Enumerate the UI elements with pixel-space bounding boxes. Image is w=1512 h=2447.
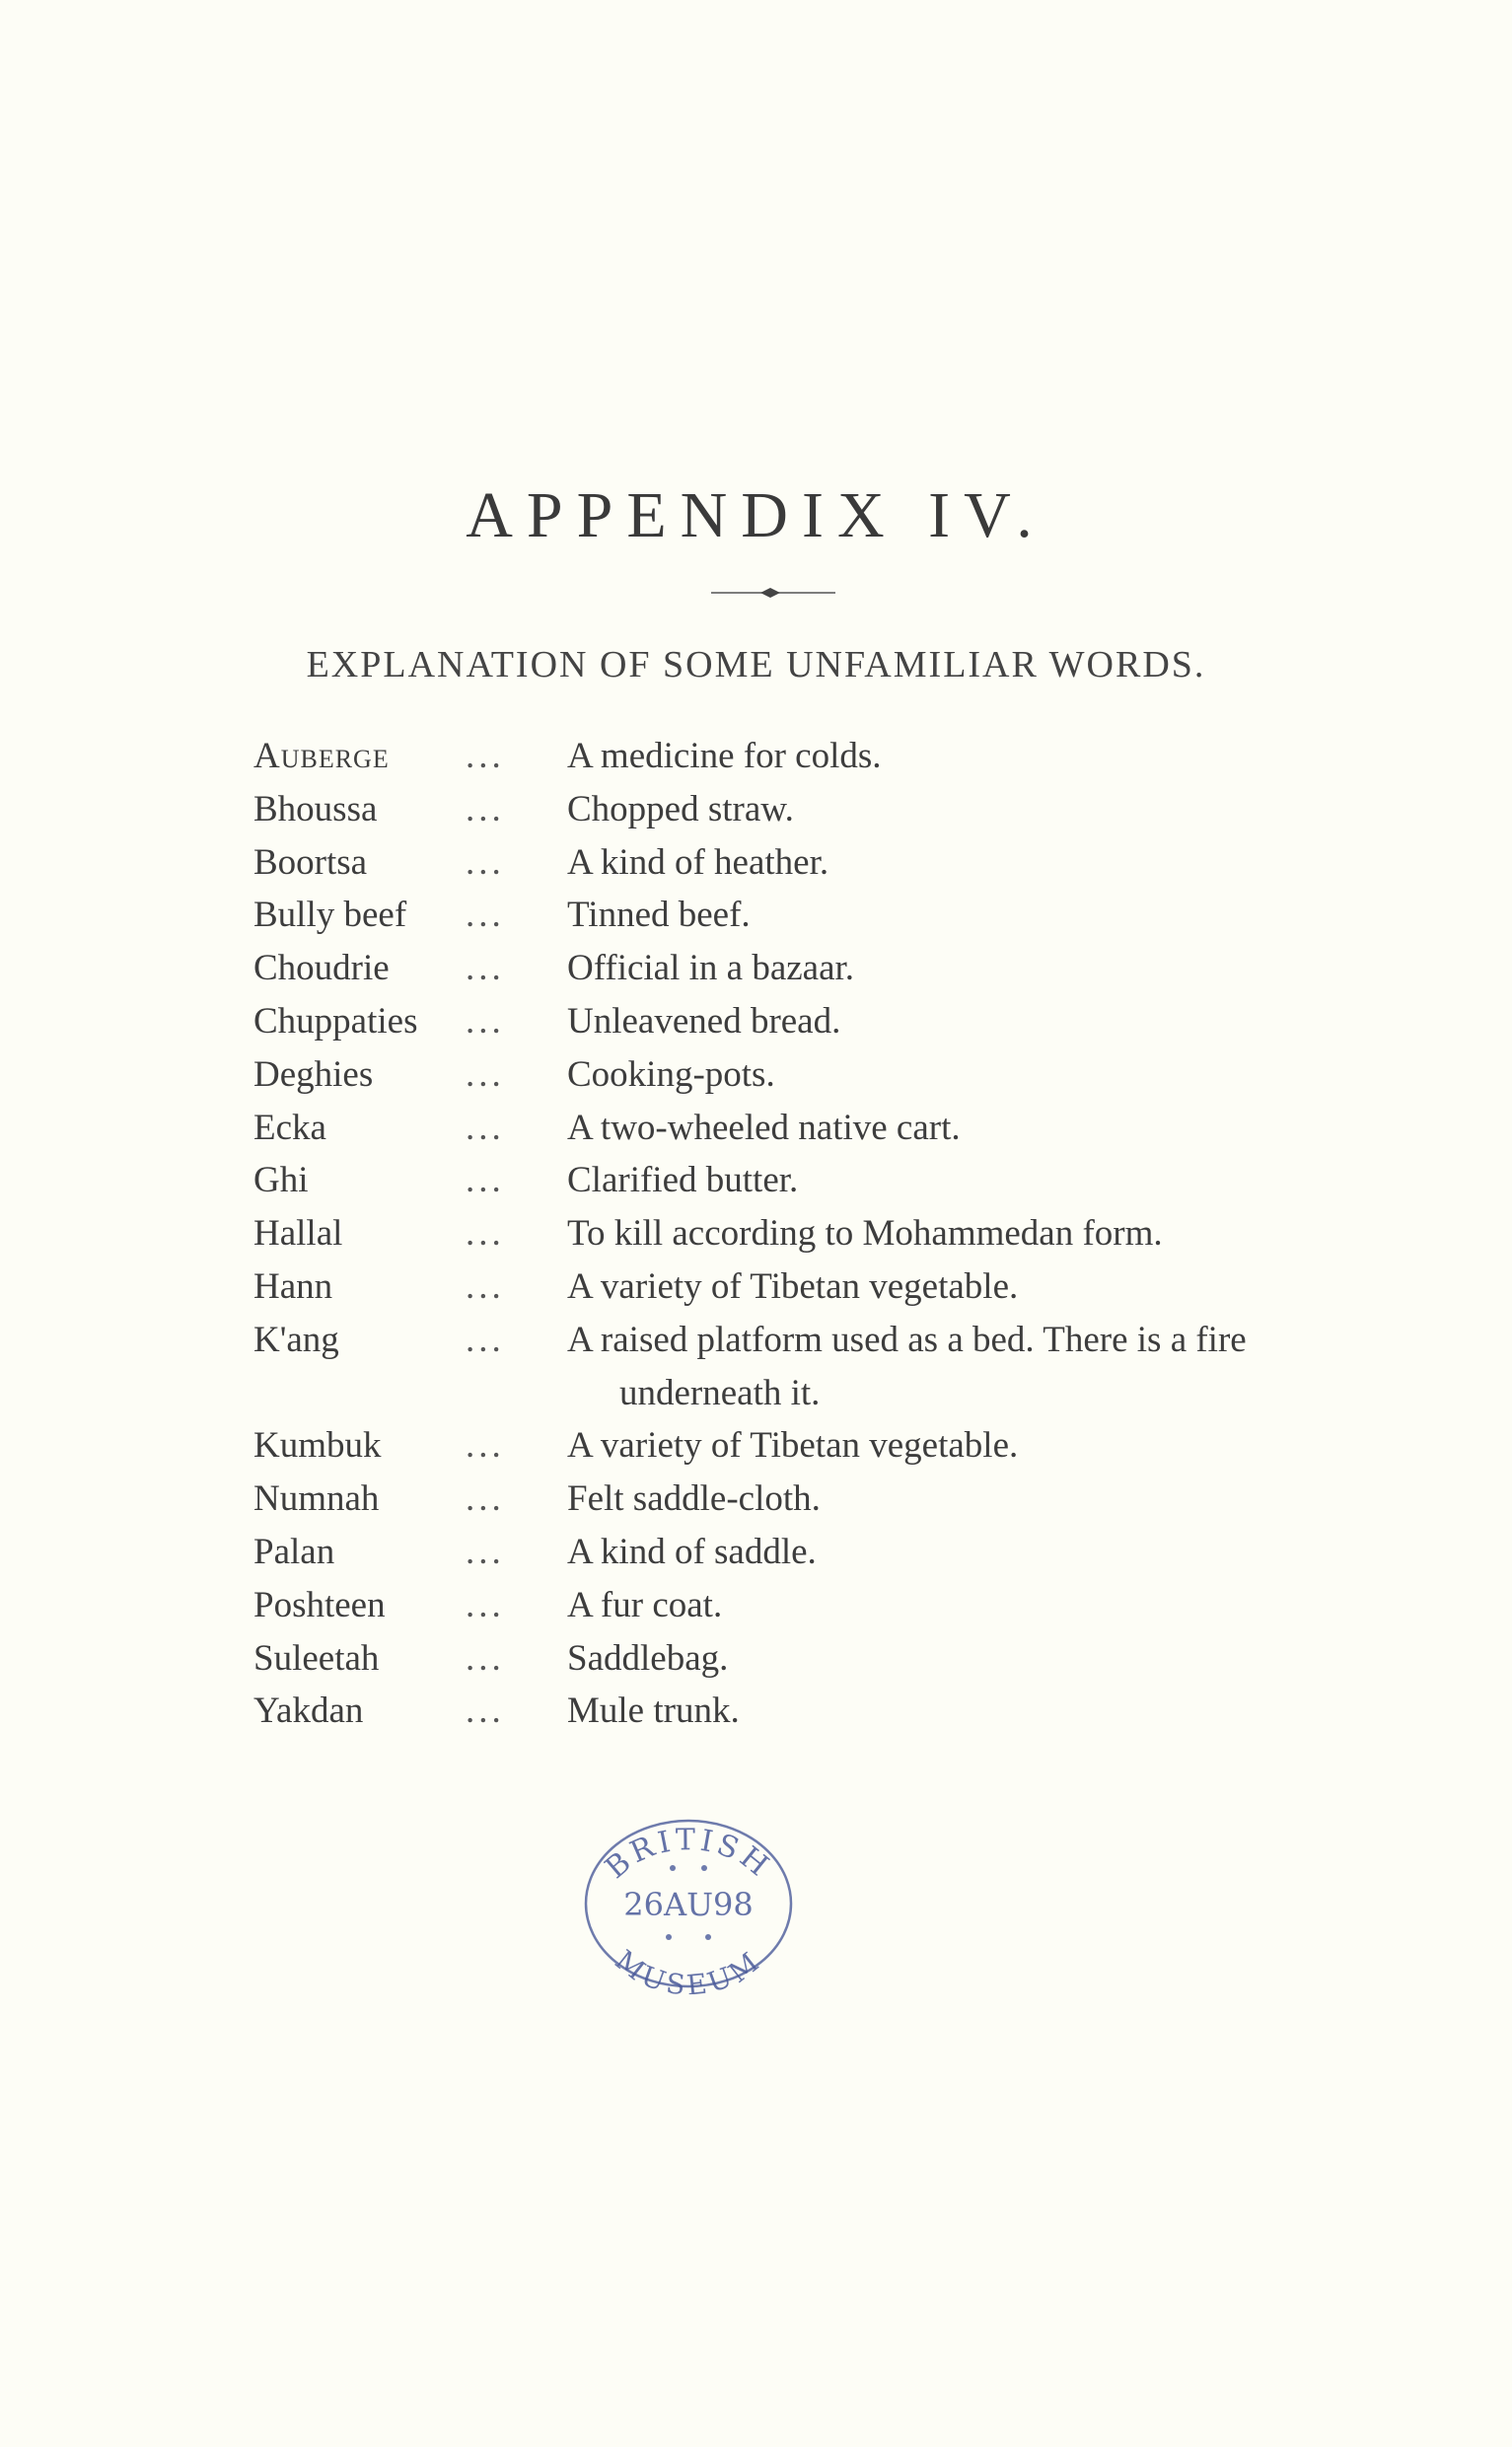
- glossary-definition: Saddlebag.: [567, 1637, 729, 1679]
- glossary-entry: [253, 1154, 1358, 1207]
- leader-dots: ...: [466, 895, 505, 936]
- glossary-entry: [253, 1685, 1358, 1738]
- glossary-term: Deghies: [253, 1053, 374, 1095]
- glossary-entry: [253, 836, 1358, 890]
- glossary-definition: Chopped straw.: [567, 788, 794, 829]
- glossary-definition: A kind of heather.: [567, 841, 829, 883]
- glossary-entry: [253, 995, 1358, 1048]
- glossary-entry: [253, 1207, 1358, 1260]
- leader-dots: ...: [466, 1584, 505, 1625]
- leader-dots: ...: [466, 1213, 505, 1255]
- glossary-entry: [253, 1632, 1358, 1686]
- glossary-entry: [253, 1419, 1358, 1473]
- glossary-term: Kumbuk: [253, 1425, 382, 1467]
- leader-dots: ...: [466, 736, 505, 776]
- glossary-definition: Tinned beef.: [567, 895, 751, 936]
- glossary-term: K'ang: [253, 1319, 339, 1360]
- glossary-definition: Cooking-pots.: [567, 1053, 775, 1095]
- glossary-term: Ecka: [253, 1107, 326, 1148]
- glossary-term: Palan: [253, 1531, 335, 1572]
- leader-dots: ...: [466, 948, 505, 989]
- leader-dots: ...: [466, 1637, 505, 1679]
- glossary-definition: A fur coat.: [567, 1584, 723, 1625]
- leader-dots: ...: [466, 1160, 505, 1201]
- glossary-definition: A variety of Tibetan vegetable.: [567, 1265, 1019, 1307]
- glossary-definition: A raised platform used as a bed. There is a fire underneath it.: [567, 1319, 1247, 1413]
- stamp-date: 26AU98: [623, 1886, 754, 1923]
- glossary-term: Yakdan: [253, 1691, 364, 1732]
- leader-dots: ...: [466, 1265, 505, 1307]
- british-museum-stamp: [574, 1807, 803, 1994]
- glossary-entry: [253, 1579, 1358, 1632]
- glossary-term: Choudrie: [253, 948, 390, 989]
- leader-dots: ...: [466, 1425, 505, 1467]
- glossary-definition: A variety of Tibetan vegetable.: [567, 1425, 1019, 1467]
- glossary-term: Auberge: [253, 736, 390, 776]
- appendix-title: APPENDIX IV.: [466, 479, 1046, 551]
- glossary-entry: [253, 1314, 1358, 1420]
- glossary-entry: [253, 942, 1358, 995]
- glossary-definition: A medicine for colds.: [567, 736, 882, 776]
- leader-dots: ...: [466, 1000, 505, 1042]
- leader-dots: ...: [466, 1319, 505, 1360]
- glossary-term: Bhoussa: [253, 788, 378, 829]
- leader-dots: ...: [466, 1531, 505, 1572]
- stamp-bottom-text: MUSEUM: [609, 1943, 768, 1994]
- glossary-entry: [253, 1102, 1358, 1155]
- title-ornament: [709, 586, 837, 600]
- glossary-term: Bully beef: [253, 895, 407, 936]
- glossary-definition: Official in a bazaar.: [567, 948, 855, 989]
- leader-dots: ...: [466, 1053, 505, 1095]
- glossary-definition: Mule trunk.: [567, 1691, 740, 1732]
- glossary-definition: Felt saddle-cloth.: [567, 1478, 821, 1520]
- glossary-term: Boortsa: [253, 841, 368, 883]
- glossary-term: Numnah: [253, 1478, 380, 1520]
- glossary-term: Ghi: [253, 1160, 309, 1201]
- glossary-definition: To kill according to Mohammedan form.: [567, 1213, 1163, 1255]
- glossary-entry: [253, 730, 1358, 783]
- glossary-definition: Clarified butter.: [567, 1160, 799, 1201]
- glossary-term: Hann: [253, 1265, 333, 1307]
- leader-dots: ...: [466, 1107, 505, 1148]
- glossary-definition: A two-wheeled native cart.: [567, 1107, 961, 1148]
- glossary-definition: A kind of saddle.: [567, 1531, 817, 1572]
- glossary-definition: Unleavened bread.: [567, 1000, 841, 1042]
- leader-dots: ...: [466, 1691, 505, 1732]
- glossary-entry: [253, 783, 1358, 836]
- glossary-list: [253, 730, 1358, 1738]
- leader-dots: ...: [466, 1478, 505, 1520]
- glossary-entry: [253, 1526, 1358, 1579]
- glossary-entry: [253, 1260, 1358, 1314]
- glossary-entry: [253, 1048, 1358, 1102]
- glossary-term: Hallal: [253, 1213, 343, 1255]
- appendix-subtitle: EXPLANATION OF SOME UNFAMILIAR WORDS.: [306, 644, 1206, 685]
- stamp-top-text: BRITISH: [599, 1823, 778, 1886]
- glossary-term: Poshteen: [253, 1584, 386, 1625]
- leader-dots: ...: [466, 841, 505, 883]
- glossary-entry: [253, 889, 1358, 942]
- leader-dots: ...: [466, 788, 505, 829]
- glossary-entry: [253, 1473, 1358, 1526]
- glossary-term: Chuppaties: [253, 1000, 418, 1042]
- glossary-term: Suleetah: [253, 1637, 380, 1679]
